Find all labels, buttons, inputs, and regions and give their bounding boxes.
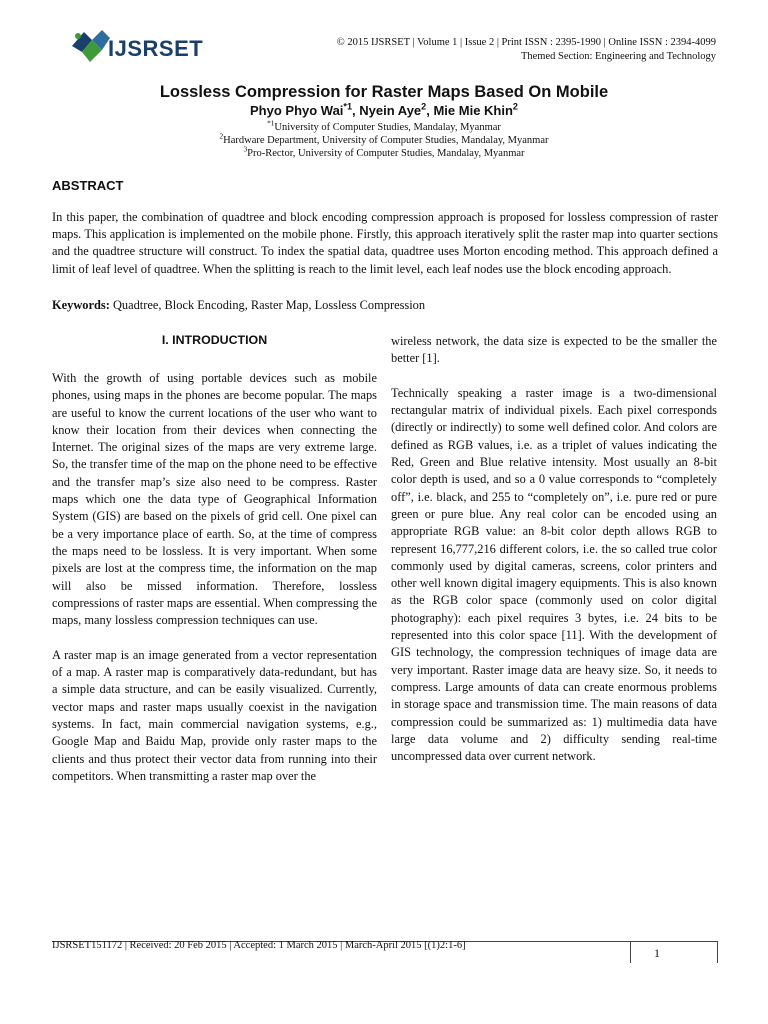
author-name: Nyein Aye xyxy=(359,103,422,118)
affiliation xyxy=(0,131,768,147)
paragraph: A raster map is an image generated from a vector representation of a map. A raster map is comparatively data-redundant, but has a simple data structure, and can be easily visualized. Currently, vector maps and raster maps usually coexist in the navigation systems. In fact, main commercial navigation systems, e.g., Google Map and Baidu Map, provide only raster maps to the clients and thus protect their vector data from running into their competitors. When transmitting a raster map over the xyxy=(52,647,377,783)
author-sup: 2 xyxy=(512,101,518,112)
affiliation xyxy=(0,144,768,160)
affiliation-sup: 2 xyxy=(219,131,224,141)
paragraph: wireless network, the data size is expected to be the smaller the better [1]. xyxy=(391,334,717,366)
paragraph: With the growth of using portable devices such as mobile phones, using maps in the phones are become popular. The maps are useful to know the current locations of the user who want to know their location from their devices when connecting the Internet. The original sizes of the maps are very extreme large. So, the transfer time of the map on the phone need to be effective and the transfer map’s size also need to be compress. Raster maps which one the data type of Geographical Information System (GIS) are based on the pixels of grid cell. One pixel can be a very importance place of earth. So, at the time of compress the maps need to be lossless. It is very important. When some pixels are lost at the compress time, the information on the map will also be missed information. Therefore, lossless compressions of raster maps are essential. When compressing the maps, many lossless compression techniques can use. xyxy=(52,371,377,628)
footer-citation: IJSRSET151172 | Received: 20 Feb 2015 | Accepted: 1 March 2015 | March-April 2015 [(1)2:1-6] xyxy=(52,940,466,951)
affiliation-text: University of Computer Studies, Mandalay, Myanmar xyxy=(274,122,501,133)
page-number: 1 xyxy=(654,946,660,960)
page-number-box xyxy=(630,941,718,963)
paper-title: Lossless Compression for Raster Maps Based On Mobile xyxy=(159,83,609,101)
abstract-heading: ABSTRACT xyxy=(52,178,124,193)
affiliation-text: Hardware Department, University of Computer Studies, Mandalay, Myanmar xyxy=(223,135,549,146)
affiliation xyxy=(0,118,768,134)
header-section: Themed Section: Engineering and Technology xyxy=(520,51,716,62)
paragraph: Technically speaking a raster image is a two-dimensional rectangular matrix of individual pixels. Each pixel corresponds (directly or indirectly) to some well defined color. And colors are defined as RGB values, i.e. as a triplet of values indicating the Red, Green and Blue relative intensity. Most usually an 8-bit color depth is used, and so a 0 value corresponds to “completely off”, i.e. black, and 255 to “completely on”, i.e. pure red or pure green or pure blue. Any real color can be encoded using an appropriate RGB value: an 8-bit color depth allows RGB to represent 16,777,216 different colors, i.e. the so called true color commonly used by digital cameras, screens, color printers and other well known digital imagery equipments. This is also known as the RGB color space (commonly used on color digital photography): each pixel requires 3 bytes, i.e. 24 bits to be represented into this color space [11]. With the development of GIS technology, the compression techniques of image data are very important. Raster image data are heavy size. So, it needs to compress. Large amounts of data can create enormous problems in storage space and transmission time. The main reasons of data compression could be summarized as: 1) multimedia data have large data volume and 2) difficulty sending real-time uncompressed data over current network. xyxy=(391,385,717,764)
keywords-label: Keywords: xyxy=(52,298,110,312)
header-citation: © 2015 IJSRSET | Volume 1 | Issue 2 | Print ISSN : 2395-1990 | Online ISSN : 2394-4099 xyxy=(336,37,716,48)
left-column xyxy=(52,370,377,785)
logo-mark-icon xyxy=(68,26,112,66)
affiliation-text: Pro-Rector, University of Computer Studies, Mandalay, Myanmar xyxy=(247,148,525,159)
logo-text: IJSRSET xyxy=(108,36,204,61)
journal-header xyxy=(337,36,716,64)
author-list: Phyo Phyo Wai$^{*1}$, Nyein Aye$^2$, Mie Mie Khin$^2$ xyxy=(250,101,518,118)
author-name: Phyo Phyo Wai xyxy=(250,103,344,118)
author-sup: 2 xyxy=(421,101,427,112)
affiliation-sup: *1 xyxy=(267,118,275,128)
section-heading: I. INTRODUCTION xyxy=(161,333,268,347)
keywords xyxy=(52,297,718,314)
right-column xyxy=(391,333,717,765)
affiliation-sup: 3 xyxy=(243,144,248,154)
author-sup: *1 xyxy=(343,101,353,112)
keywords-text: Quadtree, Block Encoding, Raster Map, Lossless Compression xyxy=(112,298,426,312)
author-name: Mie Mie Khin xyxy=(433,103,513,118)
abstract-body: In this paper, the combination of quadtree and block encoding compression approach is proposed for lossless compression of raster maps. This application is implemented on the mobile phone. Firstly, this approach iteratively split the raster map into quarter sections and the quadtree structure will construct. To index the spatial data, quadtree uses Morton encoding method. This approach defined a limit of leaf level of quadtree. When the splitting is reach to the limit level, each leaf nodes use the block encoding approach. xyxy=(52,210,718,276)
journal-logo xyxy=(68,22,204,72)
